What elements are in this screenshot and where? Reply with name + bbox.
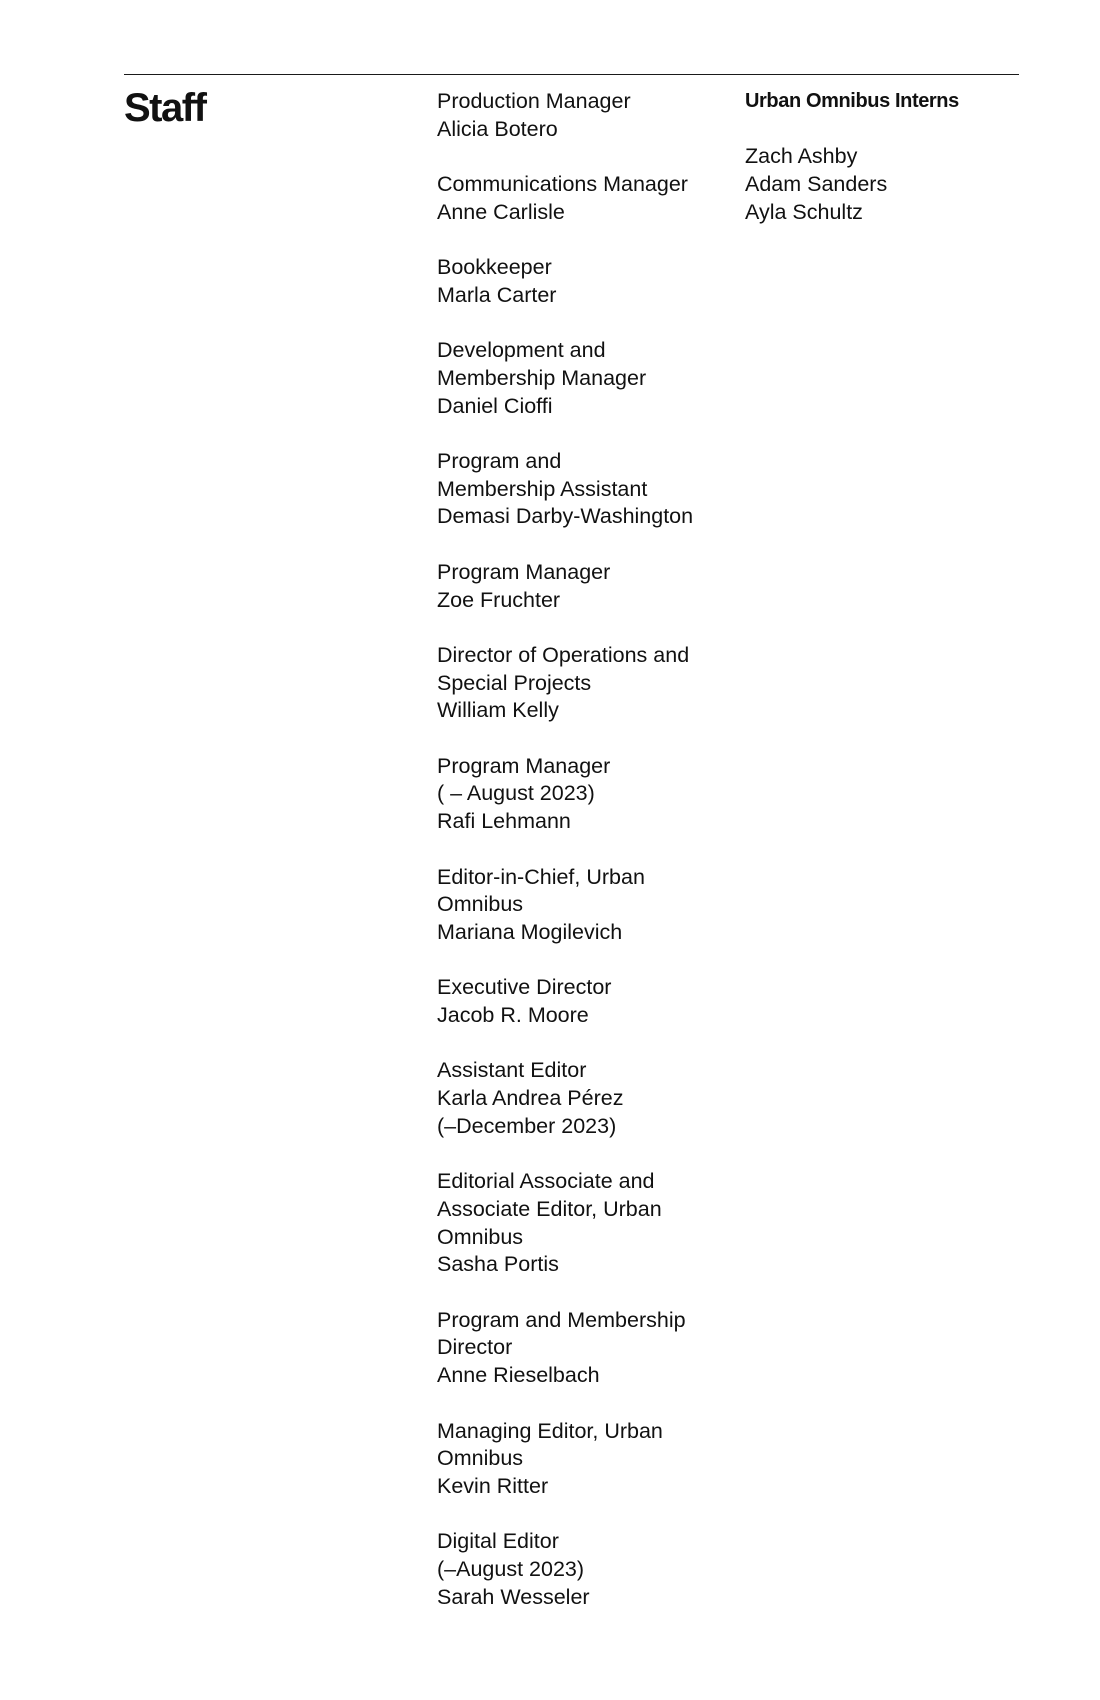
interns-section bbox=[745, 88, 1025, 227]
intern-name: Ayla Schultz bbox=[745, 199, 863, 224]
staff-name: Jacob R. Moore bbox=[437, 1003, 589, 1028]
staff-role: Communications Manager bbox=[437, 172, 688, 197]
staff-name: William Kelly bbox=[437, 698, 559, 723]
staff-name: Anne Rieselbach bbox=[437, 1363, 600, 1388]
staff-role: Omnibus bbox=[437, 892, 524, 917]
intern-name: Zach Ashby bbox=[745, 144, 858, 169]
staff-role: Editor-in-Chief, Urban bbox=[437, 864, 645, 889]
staff-entry bbox=[437, 642, 727, 725]
staff-note: (–December 2023) bbox=[437, 1113, 617, 1138]
staff-role: ( – August 2023) bbox=[437, 781, 595, 806]
staff-entry bbox=[437, 1528, 727, 1611]
staff-entry bbox=[437, 1307, 727, 1390]
staff-role: Editorial Associate and bbox=[437, 1169, 655, 1194]
staff-name: Sasha Portis bbox=[437, 1252, 559, 1277]
staff-name: Rafi Lehmann bbox=[437, 809, 571, 834]
staff-role: Associate Editor, Urban bbox=[437, 1196, 662, 1221]
staff-name: Demasi Darby-Washington bbox=[437, 504, 694, 529]
staff-role: Membership Assistant bbox=[437, 476, 648, 501]
staff-entry bbox=[437, 1418, 727, 1501]
staff-role: Digital Editor bbox=[437, 1529, 559, 1554]
staff-entry bbox=[437, 254, 727, 309]
staff-role: Executive Director bbox=[437, 975, 612, 1000]
page-title: Staff bbox=[124, 86, 206, 130]
staff-name: Kevin Ritter bbox=[437, 1473, 549, 1498]
staff-entry bbox=[437, 974, 727, 1029]
interns-title: Urban Omnibus Interns bbox=[745, 90, 959, 112]
intern-name: Adam Sanders bbox=[745, 172, 888, 197]
staff-name: Karla Andrea Pérez bbox=[437, 1086, 624, 1111]
staff-role: Omnibus bbox=[437, 1446, 524, 1471]
staff-name: Daniel Cioffi bbox=[437, 393, 553, 418]
staff-name: Anne Carlisle bbox=[437, 199, 565, 224]
staff-entry bbox=[437, 559, 727, 614]
staff-role: Program and Membership bbox=[437, 1307, 686, 1332]
staff-role: Program Manager bbox=[437, 559, 611, 584]
staff-role: Managing Editor, Urban bbox=[437, 1418, 663, 1443]
staff-entry bbox=[437, 88, 727, 143]
staff-entry bbox=[437, 171, 727, 226]
staff-role: (–August 2023) bbox=[437, 1557, 585, 1582]
staff-role: Bookkeeper bbox=[437, 255, 552, 280]
top-rule bbox=[124, 74, 1019, 75]
staff-name: Marla Carter bbox=[437, 282, 557, 307]
staff-name: Sarah Wesseler bbox=[437, 1584, 590, 1609]
intern-list bbox=[745, 143, 1025, 226]
staff-name: Mariana Mogilevich bbox=[437, 919, 623, 944]
staff-entry bbox=[437, 753, 727, 836]
staff-role: Director bbox=[437, 1335, 513, 1360]
staff-role: Director of Operations and bbox=[437, 642, 690, 667]
staff-entry bbox=[437, 864, 727, 947]
staff-entry bbox=[437, 448, 727, 531]
staff-list bbox=[437, 88, 727, 1639]
staff-role: Assistant Editor bbox=[437, 1058, 587, 1083]
staff-name: Alicia Botero bbox=[437, 116, 558, 141]
staff-role: Omnibus bbox=[437, 1224, 524, 1249]
staff-role: Special Projects bbox=[437, 670, 592, 695]
staff-role: Program Manager bbox=[437, 753, 611, 778]
staff-entry bbox=[437, 1168, 727, 1279]
staff-role: Membership Manager bbox=[437, 365, 647, 390]
staff-entry bbox=[437, 1057, 727, 1140]
staff-entry bbox=[437, 337, 727, 420]
staff-role: Production Manager bbox=[437, 89, 631, 113]
staff-role: Program and bbox=[437, 449, 562, 474]
staff-name: Zoe Fruchter bbox=[437, 587, 561, 612]
staff-role: Development and bbox=[437, 338, 606, 363]
